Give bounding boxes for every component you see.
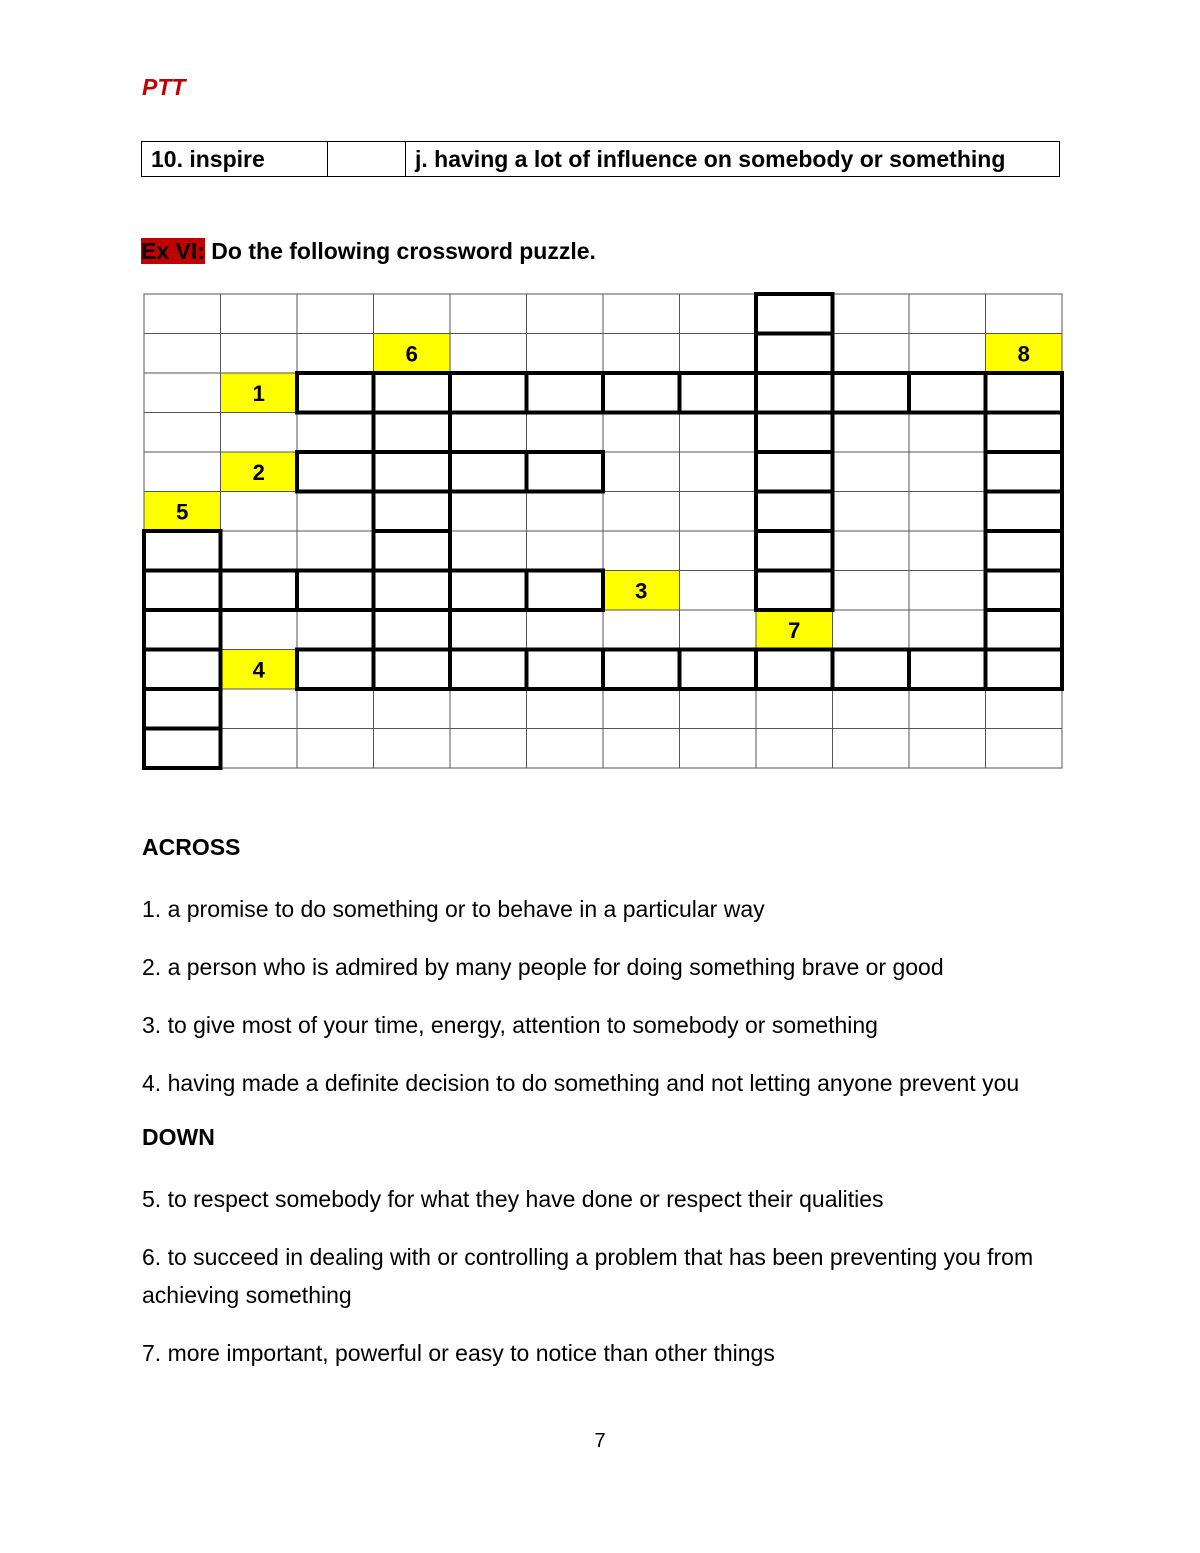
grid-cell: [221, 729, 298, 769]
grid-cell: [297, 689, 374, 729]
grid-cell: [450, 492, 527, 532]
grid-cell: [527, 413, 604, 453]
grid-cell: [680, 452, 757, 492]
grid-cell: [756, 294, 833, 334]
grid-cell: [756, 413, 833, 453]
grid-cell: [374, 294, 451, 334]
grid-cell: [909, 610, 986, 650]
grid-cell: [603, 373, 680, 413]
grid-cell: [527, 492, 604, 532]
grid-cell: [833, 452, 910, 492]
grid-cell: [374, 689, 451, 729]
grid-cell: [221, 413, 298, 453]
grid-cell: [297, 492, 374, 532]
grid-cell: [221, 531, 298, 571]
grid-cell: [144, 531, 221, 571]
grid-cell: [297, 294, 374, 334]
across-clue-3: 3. to give most of your time, energy, attention to somebody or something: [142, 1012, 878, 1038]
grid-cell: [603, 492, 680, 532]
grid-cell: [986, 413, 1063, 453]
grid-cell: [297, 334, 374, 374]
grid-cell: [756, 650, 833, 690]
grid-cell: [986, 610, 1063, 650]
grid-cell: [756, 492, 833, 532]
grid-cell: [986, 373, 1063, 413]
grid-cell: [144, 413, 221, 453]
grid-cell: [833, 610, 910, 650]
grid-cell: [374, 452, 451, 492]
grid-cell: [833, 571, 910, 611]
clue-number: 3: [635, 578, 648, 604]
page-header: PTT: [142, 74, 186, 100]
grid-cell: [297, 452, 374, 492]
grid-cell: [986, 452, 1063, 492]
grid-cell: [756, 373, 833, 413]
grid-cell: [297, 373, 374, 413]
grid-cell: [221, 610, 298, 650]
grid-cell: [680, 729, 757, 769]
clues-section: [142, 832, 1062, 1392]
grid-cell: [374, 650, 451, 690]
grid-cell: [756, 689, 833, 729]
grid-cell: [144, 373, 221, 413]
match-word-cell: 10. inspire: [142, 142, 328, 177]
grid-cell: [756, 729, 833, 769]
grid-cell: [450, 373, 527, 413]
grid-cell: [603, 452, 680, 492]
grid-cell: [527, 689, 604, 729]
grid-cell: [527, 294, 604, 334]
grid-cell: [374, 610, 451, 650]
grid-cell: [909, 650, 986, 690]
grid-cell: [221, 294, 298, 334]
grid-cell: [756, 571, 833, 611]
grid-cell: [450, 452, 527, 492]
grid-cell: [833, 729, 910, 769]
grid-cell: [297, 729, 374, 769]
across-heading: ACROSS: [142, 834, 241, 860]
grid-cell: [221, 571, 298, 611]
grid-cell: [527, 650, 604, 690]
down-clue-5: 5. to respect somebody for what they have done or respect their qualities: [142, 1186, 884, 1212]
grid-cell: [450, 650, 527, 690]
grid-cell: [833, 373, 910, 413]
grid-cell: [603, 689, 680, 729]
grid-cell: [680, 413, 757, 453]
grid-cell: [374, 492, 451, 532]
across-clue-1: 1. a promise to do something or to behave in a particular way: [142, 896, 765, 922]
grid-cell: [833, 294, 910, 334]
grid-cell: [221, 689, 298, 729]
clue-number: 1: [252, 380, 265, 406]
grid-cell: [527, 531, 604, 571]
grid-cell: [986, 729, 1063, 769]
grid-cell: [297, 531, 374, 571]
grid-cell: [986, 650, 1063, 690]
clue-number: 6: [405, 341, 418, 367]
grid-cell: [680, 373, 757, 413]
grid-cell: [909, 531, 986, 571]
grid-cell: [603, 334, 680, 374]
grid-cell: [986, 294, 1063, 334]
grid-cell: [297, 610, 374, 650]
grid-cell: [450, 689, 527, 729]
grid-cell: [144, 610, 221, 650]
grid-cell: [909, 492, 986, 532]
grid-cell: [527, 334, 604, 374]
grid-cell: [833, 531, 910, 571]
grid-cell: [833, 334, 910, 374]
grid-cell: [450, 610, 527, 650]
grid-cell: [833, 492, 910, 532]
grid-cell: [986, 689, 1063, 729]
grid-cell: [450, 729, 527, 769]
grid-cell: [603, 531, 680, 571]
clue-number: 8: [1017, 341, 1030, 367]
grid-cell: [909, 571, 986, 611]
grid-cell: [374, 729, 451, 769]
grid-cell: [909, 294, 986, 334]
grid-cell: [680, 689, 757, 729]
page-number: 7: [594, 1430, 606, 1452]
exercise-instruction: Do the following crossword puzzle.: [204, 238, 596, 264]
grid-cell: [680, 571, 757, 611]
grid-cell: [909, 413, 986, 453]
grid-cell: [909, 334, 986, 374]
across-clue-4: 4. having made a definite decision to do something and not letting anyone prevent you: [142, 1070, 1020, 1096]
clue-number: 7: [788, 617, 801, 643]
grid-cell: [986, 531, 1063, 571]
grid-cell: [756, 531, 833, 571]
grid-cell: [144, 452, 221, 492]
grid-cell: [297, 650, 374, 690]
grid-cell: [603, 413, 680, 453]
clue-number: 5: [176, 499, 189, 525]
grid-cell: [527, 452, 604, 492]
grid-cell: [450, 294, 527, 334]
grid-cell: [374, 571, 451, 611]
across-clue-2: 2. a person who is admired by many people for doing something brave or good: [142, 954, 944, 980]
grid-cell: [909, 689, 986, 729]
grid-cell: [527, 373, 604, 413]
grid-cell: [909, 452, 986, 492]
grid-cell: [450, 571, 527, 611]
grid-cell: [527, 610, 604, 650]
clue-number: 4: [252, 657, 265, 683]
grid-cell: [297, 413, 374, 453]
match-definition-cell: j. having a lot of influence on somebody or something: [406, 142, 1060, 177]
grid-cell: [221, 492, 298, 532]
grid-cell: [450, 334, 527, 374]
grid-cell: [603, 650, 680, 690]
grid-cell: [986, 571, 1063, 611]
exercise-label: Ex VI:: [141, 238, 205, 264]
grid-cell: [680, 492, 757, 532]
grid-cell: [603, 729, 680, 769]
grid-cell: [144, 571, 221, 611]
grid-cell: [603, 610, 680, 650]
grid-cell: [909, 373, 986, 413]
grid-cell: [527, 729, 604, 769]
grid-cell: [909, 729, 986, 769]
grid-cell: [680, 334, 757, 374]
grid-cell: [144, 729, 221, 769]
grid-cell: [450, 531, 527, 571]
grid-cell: [833, 689, 910, 729]
grid-cell: [221, 334, 298, 374]
grid-cell: [756, 452, 833, 492]
grid-cell: [986, 492, 1063, 532]
grid-cell: [527, 571, 604, 611]
grid-cell: [450, 413, 527, 453]
grid-cell: [374, 413, 451, 453]
grid-cell: [297, 571, 374, 611]
clue-number: 2: [252, 459, 265, 485]
grid-cell: [756, 334, 833, 374]
grid-cell: [833, 413, 910, 453]
grid-cell: [603, 294, 680, 334]
grid-cell: [144, 294, 221, 334]
grid-cell: [680, 650, 757, 690]
grid-cell: [144, 689, 221, 729]
grid-cell: [680, 531, 757, 571]
grid-cell: [833, 650, 910, 690]
down-heading: DOWN: [142, 1124, 215, 1150]
down-clue-6: 6. to succeed in dealing with or controlling a problem that has been preventing you from achieving something: [142, 1244, 1034, 1308]
down-clue-7: 7. more important, powerful or easy to notice than other things: [142, 1340, 775, 1366]
grid-cell: [680, 294, 757, 334]
grid-cell: [144, 650, 221, 690]
grid-cell: [680, 610, 757, 650]
grid-cell: [374, 531, 451, 571]
grid-cell: [144, 334, 221, 374]
grid-cell: [374, 373, 451, 413]
